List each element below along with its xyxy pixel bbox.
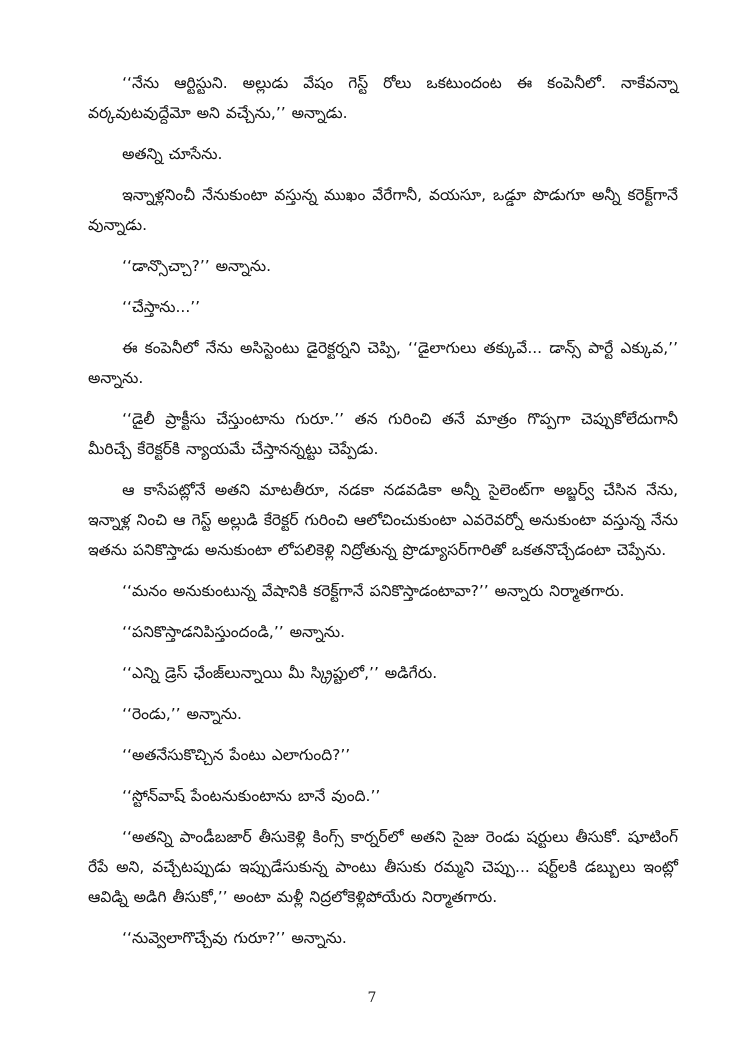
paragraph: ఇన్నాళ్లనించీ నేనుకుంటా వస్తున్న ముఖం వేరేగానీ, వయసూ, ఒడ్డూ పొడుగూ అన్నీ కరెక్ట్‌గానే వున్నాడు. bbox=[88, 186, 678, 234]
paragraph: ఈ కంపెనీలో నేను అసిస్టెంటు డైరెక్టర్నని చెప్పి, ‘‘డైలాగులు తక్కువే... డాన్స్ పార్టే ఎక్కువ,’’ అన్నాను. bbox=[88, 339, 678, 387]
paragraph: ‘‘చేస్తాను...’’ bbox=[122, 298, 201, 316]
paragraph: ‘‘అతన్ని పాండీబజార్ తీసుకెళ్లి కింగ్స్ కార్నర్‌లో అతని సైజు రెండు షర్టులు తీసుకో. షూటింగ్ రేపే అని, వచ్చేటప్పుడు ఇప్పుడేసుకున్న పాంటు తీసుకు రమ్మని చెప్పు... షర్ట్‌లకి డబ్బులు ఇంట్లో ఆవిడ్ని అడిగి తీసుకో,’’ అంటా మళ్లీ నిద్రలోకెళ్లిపోయేరు నిర్మాతగారు. bbox=[88, 828, 678, 906]
page-number: 7 bbox=[367, 990, 377, 1006]
paragraph: ‘‘డైలీ ప్రాక్టీసు చేస్తుంటాను గురూ.’’ తన గురించి తనే మాత్రం గొప్పగా చెప్పుకోలేదుగానీ మీరిచ్చే కేరెక్టర్‌కి న్యాయమే చేస్తానన్నట్టు చెప్పేడు. bbox=[88, 410, 678, 458]
paragraph: ‘‘రెండు,’’ అన్నాను. bbox=[122, 705, 242, 723]
paragraph: ఆ కాసేపట్లోనే అతని మాటతీరూ, నడకా నడవడికా అన్నీ సైలెంట్‌గా అబ్జర్వ్ చేసిన నేను, ఇన్నాళ్ల నించి ఆ గెస్ట్ అల్లుడి కేరెక్టర్ గురించి ఆలోచించుకుంటా ఎవరెవర్నో అనుకుంటా వస్తున్న నేను ఇతను పనికొస్తాడు అనుకుంటా లోపలికెళ్లి నిద్రోతున్న ప్రొడ్యూసర్‌గారితో ఒకతనొచ్చేడంటా చెప్పేను. bbox=[88, 481, 678, 559]
paragraph: ‘‘స్టోన్‌వాష్ పేంటనుకుంటాను బానే వుంది.’’ bbox=[122, 787, 381, 805]
paragraph: ‘‘పనికొస్తాడనిపిస్తుందండి,’’ అన్నాను. bbox=[122, 623, 345, 641]
paragraph: అతన్ని చూసేను. bbox=[122, 145, 223, 163]
page-body-text bbox=[88, 68, 678, 964]
paragraph: ‘‘డాన్సొచ్చా?’’ అన్నాను. bbox=[122, 257, 271, 275]
paragraph: ‘‘నేను ఆర్టిస్టుని. అల్లుడు వేషం గెస్ట్ రోలు ఒకటుందంట ఈ కంపెనీలో. నాకేవన్నా వర్కవుటవుద్దేమో అని వచ్చేను,’’ అన్నాడు. bbox=[88, 74, 678, 122]
paragraph: ‘‘నువ్వెలాగొచ్చేవు గురూ?’’ అన్నాను. bbox=[122, 929, 347, 947]
paragraph: ‘‘మనం అనుకుంటున్న వేషానికి కరెక్ట్‌గానే పనికొస్తాడంటావా?’’ అన్నారు నిర్మాతగారు. bbox=[122, 582, 625, 600]
paragraph: ‘‘అతనేసుకొచ్చిన పేంటు ఎలాగుంది?’’ bbox=[122, 746, 351, 764]
paragraph: ‘‘ఎన్ని డ్రెస్ ఛేంజ్‌లున్నాయి మీ స్క్రిప్టులో,’’ అడిగేరు. bbox=[122, 664, 438, 682]
